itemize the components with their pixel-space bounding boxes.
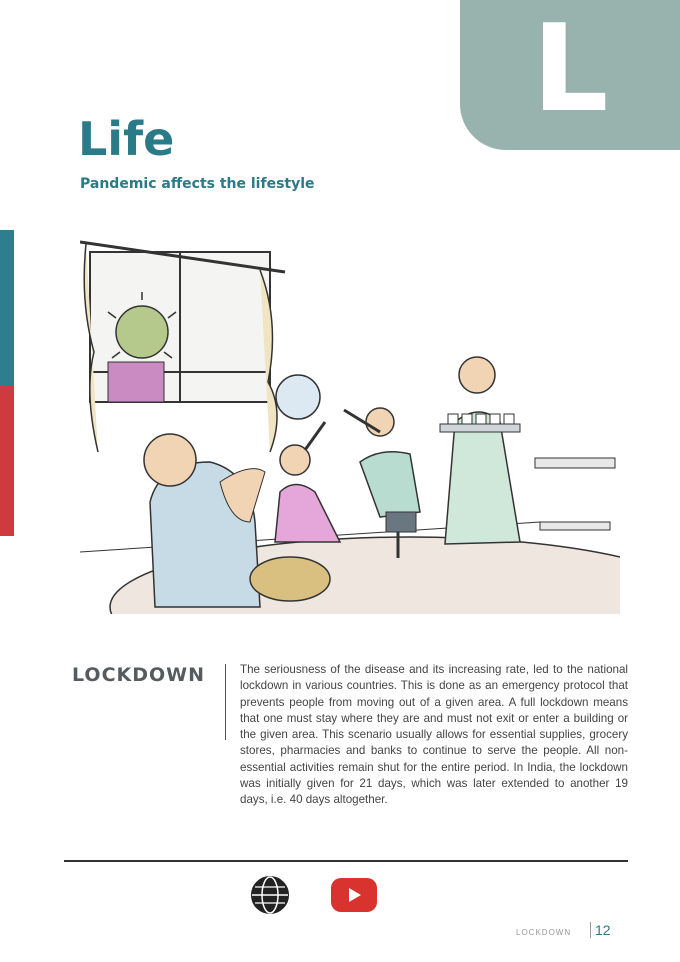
footer-section-name: LOCKDOWN (516, 928, 572, 937)
side-accent-teal (0, 230, 14, 386)
section-heading: LOCKDOWN (72, 664, 206, 686)
page-title: Life (78, 112, 175, 166)
letter-glyph: L (532, 0, 609, 139)
heading-divider (225, 664, 226, 740)
footer-rule (64, 860, 628, 862)
globe-icon[interactable] (250, 875, 290, 915)
side-accent-red (0, 386, 14, 536)
section-body: The seriousness of the disease and its increasing rate, led to the national lockdown in various countries. This is done as an emergency protocol that prevents people from moving out of a given area. A full lockdown means that one must stay where they are and must not exit or enter a building or the given area. This scenario usually allows for essential supplies, grocery stores, pharmacies and banks to continue to serve the people. All non-essential activities remain shut for the entire period. In India, the lockdown was initially given for 21 days, which was later extended to another 19 days, i.e. 40 days altogether. (240, 663, 628, 807)
letter-tab (460, 0, 680, 150)
page-subtitle: Pandemic affects the lifestyle (80, 176, 315, 192)
youtube-icon[interactable] (330, 877, 378, 913)
page-number: 12 (590, 922, 611, 938)
lockdown-illustration (80, 222, 620, 614)
